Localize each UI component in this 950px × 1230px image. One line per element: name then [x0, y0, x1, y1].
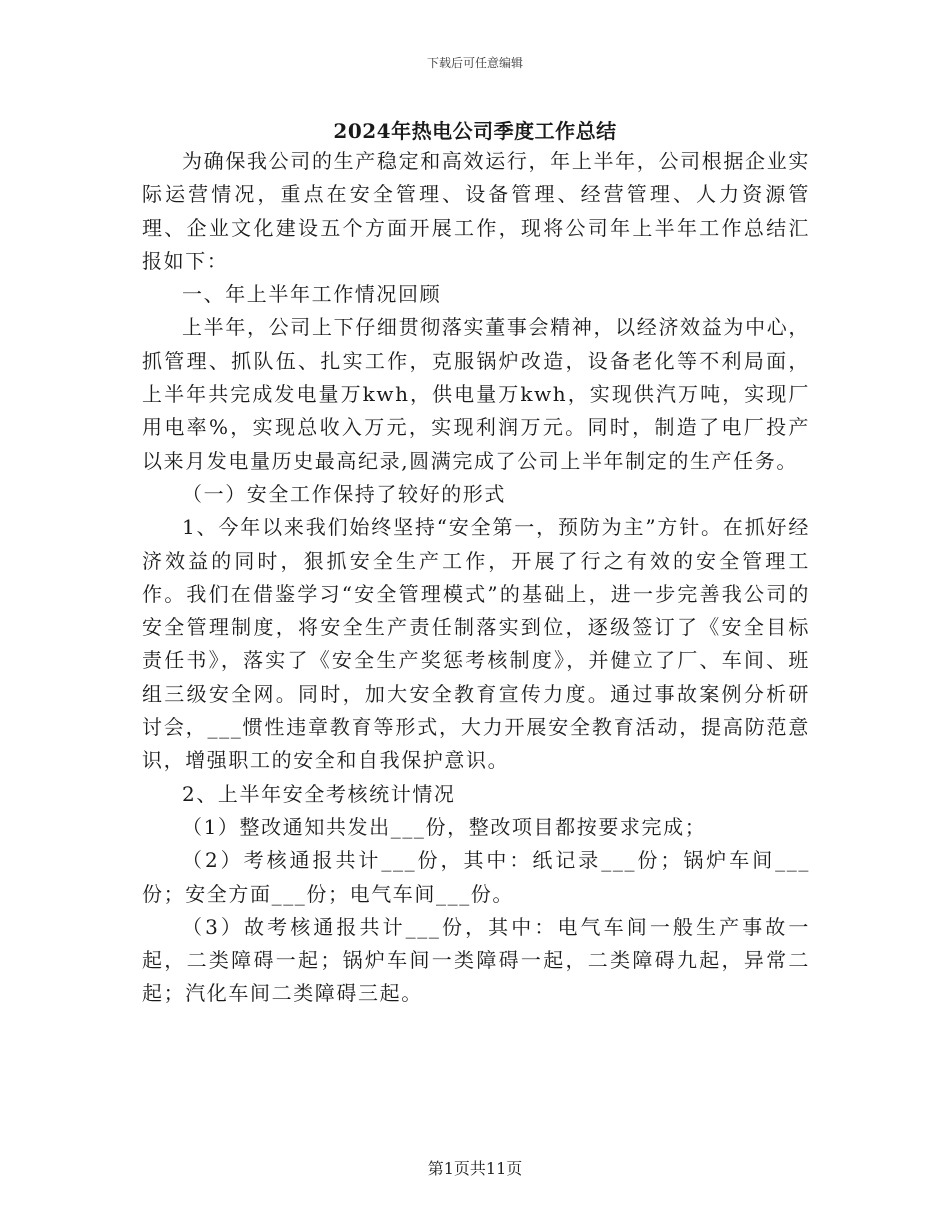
list-item-incidents: （3）故考核通报共计___份，其中：电气车间一般生产事故一起，二类障碍一起；锅炉车间一类障碍一起，二类障碍九起，异常二起；汽化车间二类障碍三起。	[142, 914, 810, 1006]
paragraph-review: 上半年，公司上下仔细贯彻落实董事会精神，以经济效益为中心，抓管理、抓队伍、扎实工作，克服锅炉改造，设备老化等不利局面，上半年共完成发电量万kwh，供电量万kwh，实现供汽万吨，实现厂用电率%，实现总收入万元，实现利润万元。同时，制造了电厂投产以来月发电量历史最高纪录,圆满完成了公司上半年制定的生产任务。	[142, 315, 810, 473]
paragraph-safety: 1、今年以来我们始终坚持“安全第一，预防为主”方针。在抓好经济效益的同时，狠抓安全生产工作，开展了行之有效的安全管理工作。我们在借鉴学习“安全管理模式”的基础上，进一步完善我公司的安全管理制度，将安全生产责任制落实到位，逐级签订了《安全目标责任书》，落实了《安全生产奖惩考核制度》，并健立了厂、车间、班组三级安全网。同时，加大安全教育宣传力度。通过事故案例分析研讨会，___惯性违章教育等形式，大力开展安全教育活动，提高防范意识，增强职工的安全和自我保护意识。	[142, 515, 810, 773]
paragraph-intro: 为确保我公司的生产稳定和高效运行，年上半年，公司根据企业实际运营情况，重点在安全管理、设备管理、经营管理、人力资源管理、企业文化建设五个方面开展工作，现将公司年上半年工作总结汇报如下：	[142, 149, 810, 273]
document-title: 2024年热电公司季度工作总结	[333, 119, 617, 143]
header-note: 下载后可任意编辑	[426, 56, 523, 70]
page-number: 第1页共11页	[427, 1159, 523, 1178]
subsection-heading-1: （一）安全工作保持了较好的形式	[182, 481, 506, 506]
subsection-heading-2: 2、上半年安全考核统计情况	[182, 781, 456, 806]
list-item-assessment: （2）考核通报共计___份，其中：纸记录___份；锅炉车间___份；安全方面___份；电气车间___份。	[142, 848, 810, 906]
section-heading-1: 一、年上半年工作情况回顾	[182, 282, 442, 307]
list-item-rectification: （1）整改通知共发出___份，整改项目都按要求完成；	[182, 814, 707, 839]
document-body	[142, 145, 810, 1011]
